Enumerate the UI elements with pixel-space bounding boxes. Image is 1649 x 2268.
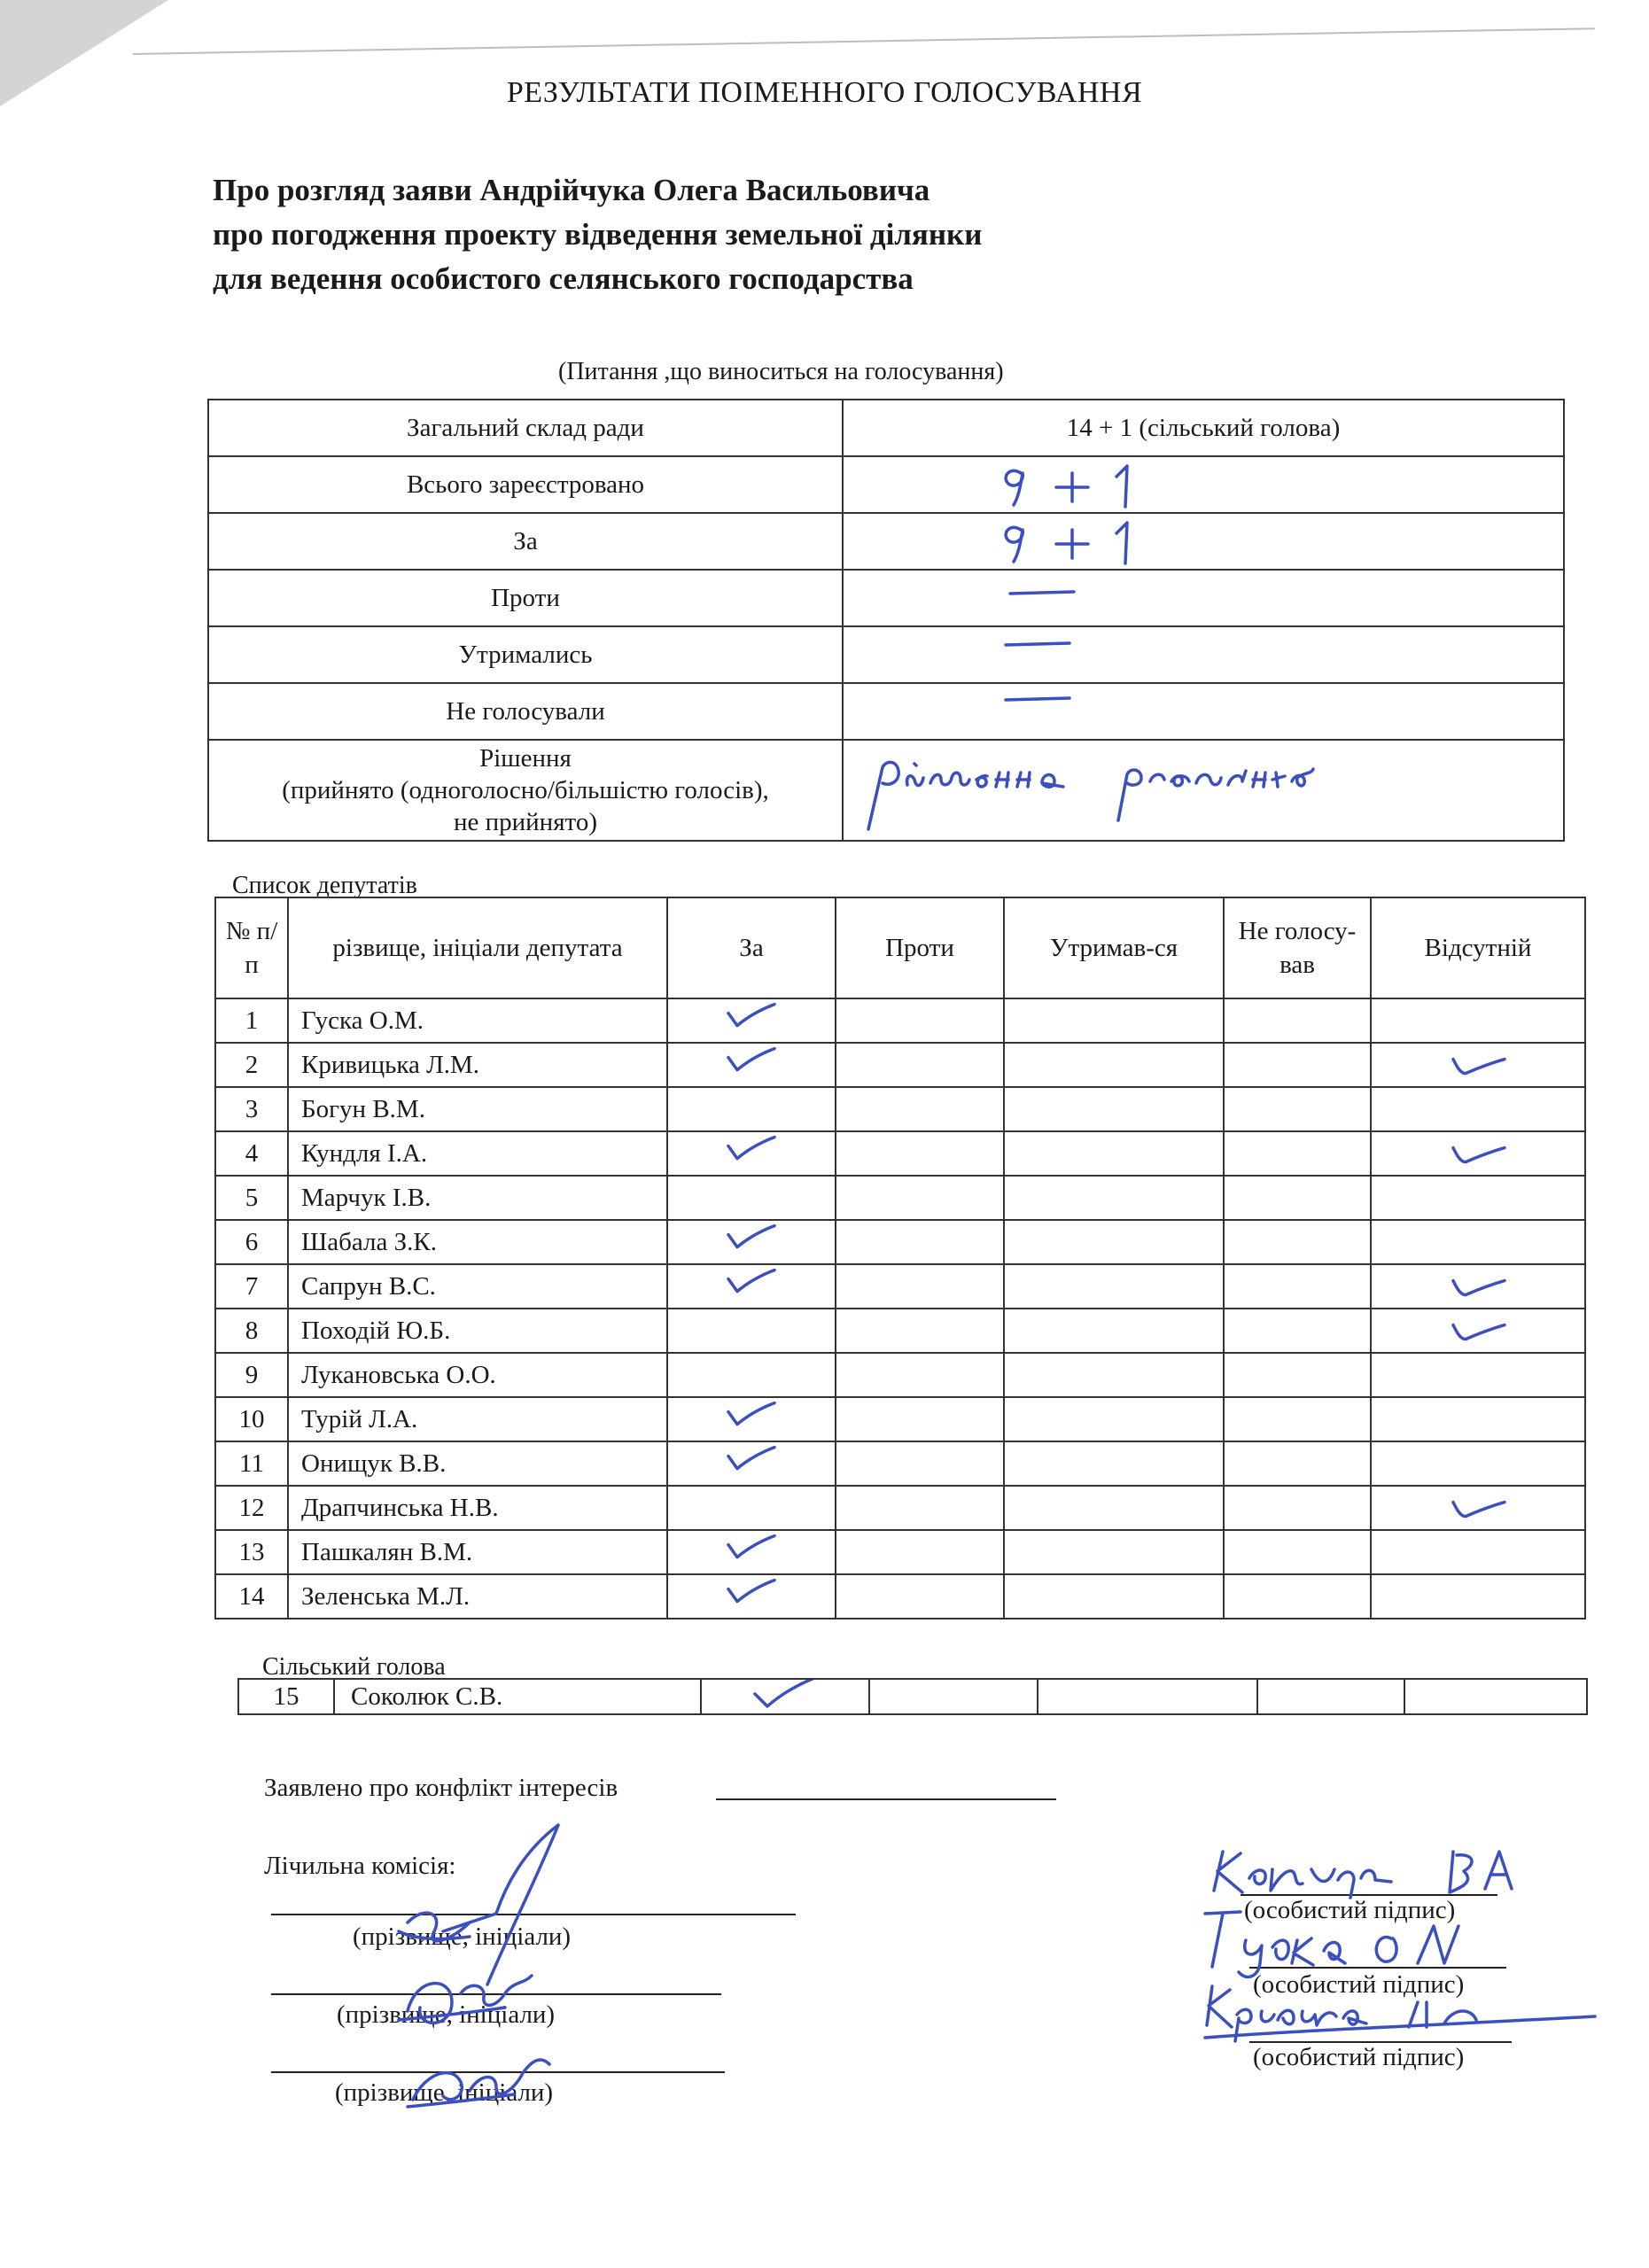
checkmark-icon [723, 1579, 780, 1609]
checkmark-icon [723, 1446, 780, 1476]
vote-for-cell [667, 1397, 836, 1441]
deputy-num: 3 [215, 1087, 288, 1131]
vote-absent-cell [1371, 1530, 1585, 1574]
vote-against-cell [836, 1131, 1004, 1176]
vote-absent-cell [1371, 1486, 1585, 1530]
deputy-row [215, 1220, 1585, 1264]
deputy-row [215, 1530, 1585, 1574]
surname-caption-3: (прізвище, ініціали) [335, 2078, 554, 2107]
deputy-name: Пашкалян В.М. [288, 1530, 667, 1574]
summary-value-handwritten [843, 683, 1564, 740]
vote-absent-cell [1371, 1264, 1585, 1309]
vote-for-cell [667, 1087, 836, 1131]
vote-not-voted-cell [1224, 1043, 1371, 1087]
deputy-num: 13 [215, 1530, 288, 1574]
summary-row [208, 683, 1564, 740]
deputy-num: 2 [215, 1043, 288, 1087]
vote-abstain-cell [1004, 1176, 1224, 1220]
vote-not-voted-cell [1224, 1087, 1371, 1131]
deputy-rows [215, 998, 1585, 1619]
vote-absent-cell [1371, 1220, 1585, 1264]
deputy-row [215, 1353, 1585, 1397]
deputy-name: Марчук І.В. [288, 1176, 667, 1220]
subject-line: для ведення особистого селянського господарства [213, 261, 914, 296]
deputy-row [215, 1441, 1585, 1486]
column-header-num: № п/п [215, 897, 288, 998]
vote-absent-cell [1371, 998, 1585, 1043]
village-head-abstain-cell [1038, 1679, 1257, 1714]
checkmark-icon [723, 1047, 780, 1077]
village-head-caption: Сільський голова [262, 1653, 446, 1681]
vote-for-cell [667, 1353, 836, 1397]
deputy-num: 5 [215, 1176, 288, 1220]
deputy-row [215, 1309, 1585, 1353]
signature-caption-2: (особистий підпис) [1253, 1970, 1465, 1999]
vote-abstain-cell [1004, 1397, 1224, 1441]
column-header-for: За [667, 897, 836, 998]
deputy-num: 11 [215, 1441, 288, 1486]
question-subject [213, 168, 982, 301]
subject-line: Про розгляд заяви Андрійчука Олега Васильовича [213, 173, 930, 207]
summary-row [208, 400, 1564, 456]
deputy-name: Кундля І.А. [288, 1131, 667, 1176]
vote-not-voted-cell [1224, 1264, 1371, 1309]
surname-caption-1: (прізвище, ініціали) [353, 1922, 572, 1951]
conflict-of-interest-label: Заявлено про конфлікт інтересів [264, 1774, 618, 1802]
village-head-num: 15 [238, 1679, 334, 1714]
deputy-num: 14 [215, 1574, 288, 1619]
vote-absent-cell [1371, 1397, 1585, 1441]
vote-abstain-cell [1004, 1309, 1224, 1353]
summary-label: За [208, 513, 843, 570]
village-head-row [238, 1679, 1587, 1714]
counting-commission-label: Лічильна комісія: [264, 1852, 456, 1880]
vote-abstain-cell [1004, 998, 1224, 1043]
vote-against-cell [836, 1176, 1004, 1220]
decision-value-handwritten [843, 740, 1564, 841]
checkmark-icon [1446, 1269, 1510, 1299]
vote-abstain-cell [1004, 1220, 1224, 1264]
deputy-num: 9 [215, 1353, 288, 1397]
deputy-name: Драпчинська Н.В. [288, 1486, 667, 1530]
summary-value-handwritten [843, 570, 1564, 626]
vote-against-cell [836, 1309, 1004, 1353]
vote-for-cell [667, 1264, 836, 1309]
surname-caption-2: (прізвище, ініціали) [337, 2000, 556, 2029]
vote-for-cell [667, 1220, 836, 1264]
summary-value: 14 + 1 (сільський голова) [843, 400, 1564, 456]
deputy-name: Лукановська О.О. [288, 1353, 667, 1397]
vote-against-cell [836, 1574, 1004, 1619]
deputy-row [215, 1176, 1585, 1220]
checkmark-icon [1446, 1490, 1510, 1520]
deputy-row [215, 1264, 1585, 1309]
vote-not-voted-cell [1224, 998, 1371, 1043]
deputy-name: Кривицька Л.М. [288, 1043, 667, 1087]
handwritten-dash [999, 627, 1087, 663]
vote-abstain-cell [1004, 1264, 1224, 1309]
vote-for-cell [667, 1043, 836, 1087]
vote-absent-cell [1371, 1176, 1585, 1220]
summary-value-handwritten [843, 456, 1564, 513]
vote-not-voted-cell [1224, 1530, 1371, 1574]
vote-not-voted-cell [1224, 1397, 1371, 1441]
document-title: РЕЗУЛЬТАТИ ПОІМЕННОГО ГОЛОСУВАННЯ [506, 76, 1143, 109]
deputy-row [215, 1397, 1585, 1441]
vote-abstain-cell [1004, 1486, 1224, 1530]
vote-absent-cell [1371, 1353, 1585, 1397]
deputy-row [215, 1087, 1585, 1131]
vote-against-cell [836, 1264, 1004, 1309]
commission-signatures [381, 1807, 611, 2144]
deputies-table [214, 897, 1586, 1619]
vote-for-cell [667, 1131, 836, 1176]
checkmark-icon [723, 1402, 780, 1432]
vote-not-voted-cell [1224, 1220, 1371, 1264]
deputy-row [215, 998, 1585, 1043]
deputies-caption: Список депутатів [232, 872, 417, 899]
summary-row-decision [208, 740, 1564, 841]
checkmark-icon [723, 1224, 780, 1254]
vote-abstain-cell [1004, 1043, 1224, 1087]
checkmark-icon [723, 1534, 780, 1565]
vote-for-cell [667, 1486, 836, 1530]
deputy-num: 12 [215, 1486, 288, 1530]
handwritten-dash [999, 683, 1087, 718]
deputy-num: 6 [215, 1220, 288, 1264]
checkmark-icon [748, 1679, 845, 1712]
village-head-not-voted-cell [1257, 1679, 1404, 1714]
deputy-row [215, 1574, 1585, 1619]
deputy-num: 4 [215, 1131, 288, 1176]
summary-label: Не голосували [208, 683, 843, 740]
summary-row [208, 513, 1564, 570]
vote-not-voted-cell [1224, 1574, 1371, 1619]
vote-absent-cell [1371, 1441, 1585, 1486]
deputy-name: Зеленська М.Л. [288, 1574, 667, 1619]
vote-for-cell [667, 1574, 836, 1619]
checkmark-icon [1446, 1047, 1510, 1077]
summary-label: Загальний склад ради [208, 400, 843, 456]
summary-value-handwritten [843, 513, 1564, 570]
subject-line: про погодження проекту відведення земельної ділянки [213, 217, 983, 252]
vote-against-cell [836, 1353, 1004, 1397]
vote-abstain-cell [1004, 1353, 1224, 1397]
vote-absent-cell [1371, 1574, 1585, 1619]
summary-label: Всього зареєстровано [208, 456, 843, 513]
vote-not-voted-cell [1224, 1176, 1371, 1220]
signature-caption-3: (особистий підпис) [1253, 2043, 1465, 2071]
deputy-name: Шабала З.К. [288, 1220, 667, 1264]
vote-against-cell [836, 1397, 1004, 1441]
summary-row [208, 456, 1564, 513]
handwritten-9-plus-1 [994, 457, 1171, 510]
checkmark-icon [1446, 1136, 1510, 1166]
vote-not-voted-cell [1224, 1441, 1371, 1486]
deputies-header-row [215, 897, 1585, 998]
conflict-of-interest-line [716, 1798, 1056, 1800]
vote-for-cell [667, 1530, 836, 1574]
vote-against-cell [836, 1486, 1004, 1530]
page-edge-shadow [133, 27, 1595, 55]
column-header-against: Проти [836, 897, 1004, 998]
vote-for-cell [667, 1441, 836, 1486]
column-header-absent: Відсутній [1371, 897, 1585, 998]
deputy-name: Богун В.М. [288, 1087, 667, 1131]
deputy-num: 10 [215, 1397, 288, 1441]
checkmark-icon [1446, 1313, 1510, 1343]
vote-for-cell [667, 998, 836, 1043]
vote-against-cell [836, 998, 1004, 1043]
deputy-name: Походій Ю.Б. [288, 1309, 667, 1353]
village-head-for-cell [701, 1679, 869, 1714]
summary-value-handwritten [843, 626, 1564, 683]
deputy-num: 7 [215, 1264, 288, 1309]
checkmark-icon [723, 1136, 780, 1166]
vote-not-voted-cell [1224, 1486, 1371, 1530]
deputy-row [215, 1043, 1585, 1087]
deputy-name: Сапрун В.С. [288, 1264, 667, 1309]
village-head-against-cell [869, 1679, 1038, 1714]
vote-against-cell [836, 1441, 1004, 1486]
vote-absent-cell [1371, 1043, 1585, 1087]
village-head-name: Соколюк С.В. [334, 1679, 701, 1714]
deputy-num: 8 [215, 1309, 288, 1353]
village-head-table [237, 1678, 1588, 1715]
summary-label: Проти [208, 570, 843, 626]
vote-for-cell [667, 1176, 836, 1220]
decision-label: Рішення (прийнято (одноголосно/більшістю голосів), не прийнято) [208, 740, 843, 841]
deputy-row [215, 1131, 1585, 1176]
vote-against-cell [836, 1087, 1004, 1131]
deputy-name: Турій Л.А. [288, 1397, 667, 1441]
vote-absent-cell [1371, 1131, 1585, 1176]
vote-abstain-cell [1004, 1530, 1224, 1574]
column-header-not-voted: Не голосу-вав [1224, 897, 1371, 998]
vote-abstain-cell [1004, 1131, 1224, 1176]
vote-abstain-cell [1004, 1574, 1224, 1619]
summary-table [207, 399, 1565, 842]
question-caption: (Питання ,що виноситься на голосування) [558, 358, 1004, 385]
summary-label: Утримались [208, 626, 843, 683]
deputy-num: 1 [215, 998, 288, 1043]
signature-caption-1: (особистий підпис) [1244, 1896, 1456, 1924]
vote-not-voted-cell [1224, 1131, 1371, 1176]
handwritten-decision [852, 741, 1526, 838]
vote-for-cell [667, 1309, 836, 1353]
personal-signatures [1187, 1834, 1639, 2064]
handwritten-9-plus-1 [994, 514, 1171, 567]
vote-absent-cell [1371, 1087, 1585, 1131]
vote-abstain-cell [1004, 1441, 1224, 1486]
summary-row [208, 570, 1564, 626]
column-header-name: різвище, ініціали депутата [288, 897, 667, 998]
vote-not-voted-cell [1224, 1309, 1371, 1353]
vote-against-cell [836, 1220, 1004, 1264]
summary-row [208, 626, 1564, 683]
vote-not-voted-cell [1224, 1353, 1371, 1397]
checkmark-icon [723, 1269, 780, 1299]
deputy-name: Онищук В.В. [288, 1441, 667, 1486]
checkmark-icon [723, 1003, 780, 1033]
handwritten-dash [1003, 574, 1092, 610]
village-head-absent-cell [1404, 1679, 1587, 1714]
vote-abstain-cell [1004, 1087, 1224, 1131]
deputy-name: Гуска О.М. [288, 998, 667, 1043]
deputy-row [215, 1486, 1585, 1530]
vote-against-cell [836, 1530, 1004, 1574]
vote-absent-cell [1371, 1309, 1585, 1353]
vote-against-cell [836, 1043, 1004, 1087]
column-header-abstain: Утримав-ся [1004, 897, 1224, 998]
